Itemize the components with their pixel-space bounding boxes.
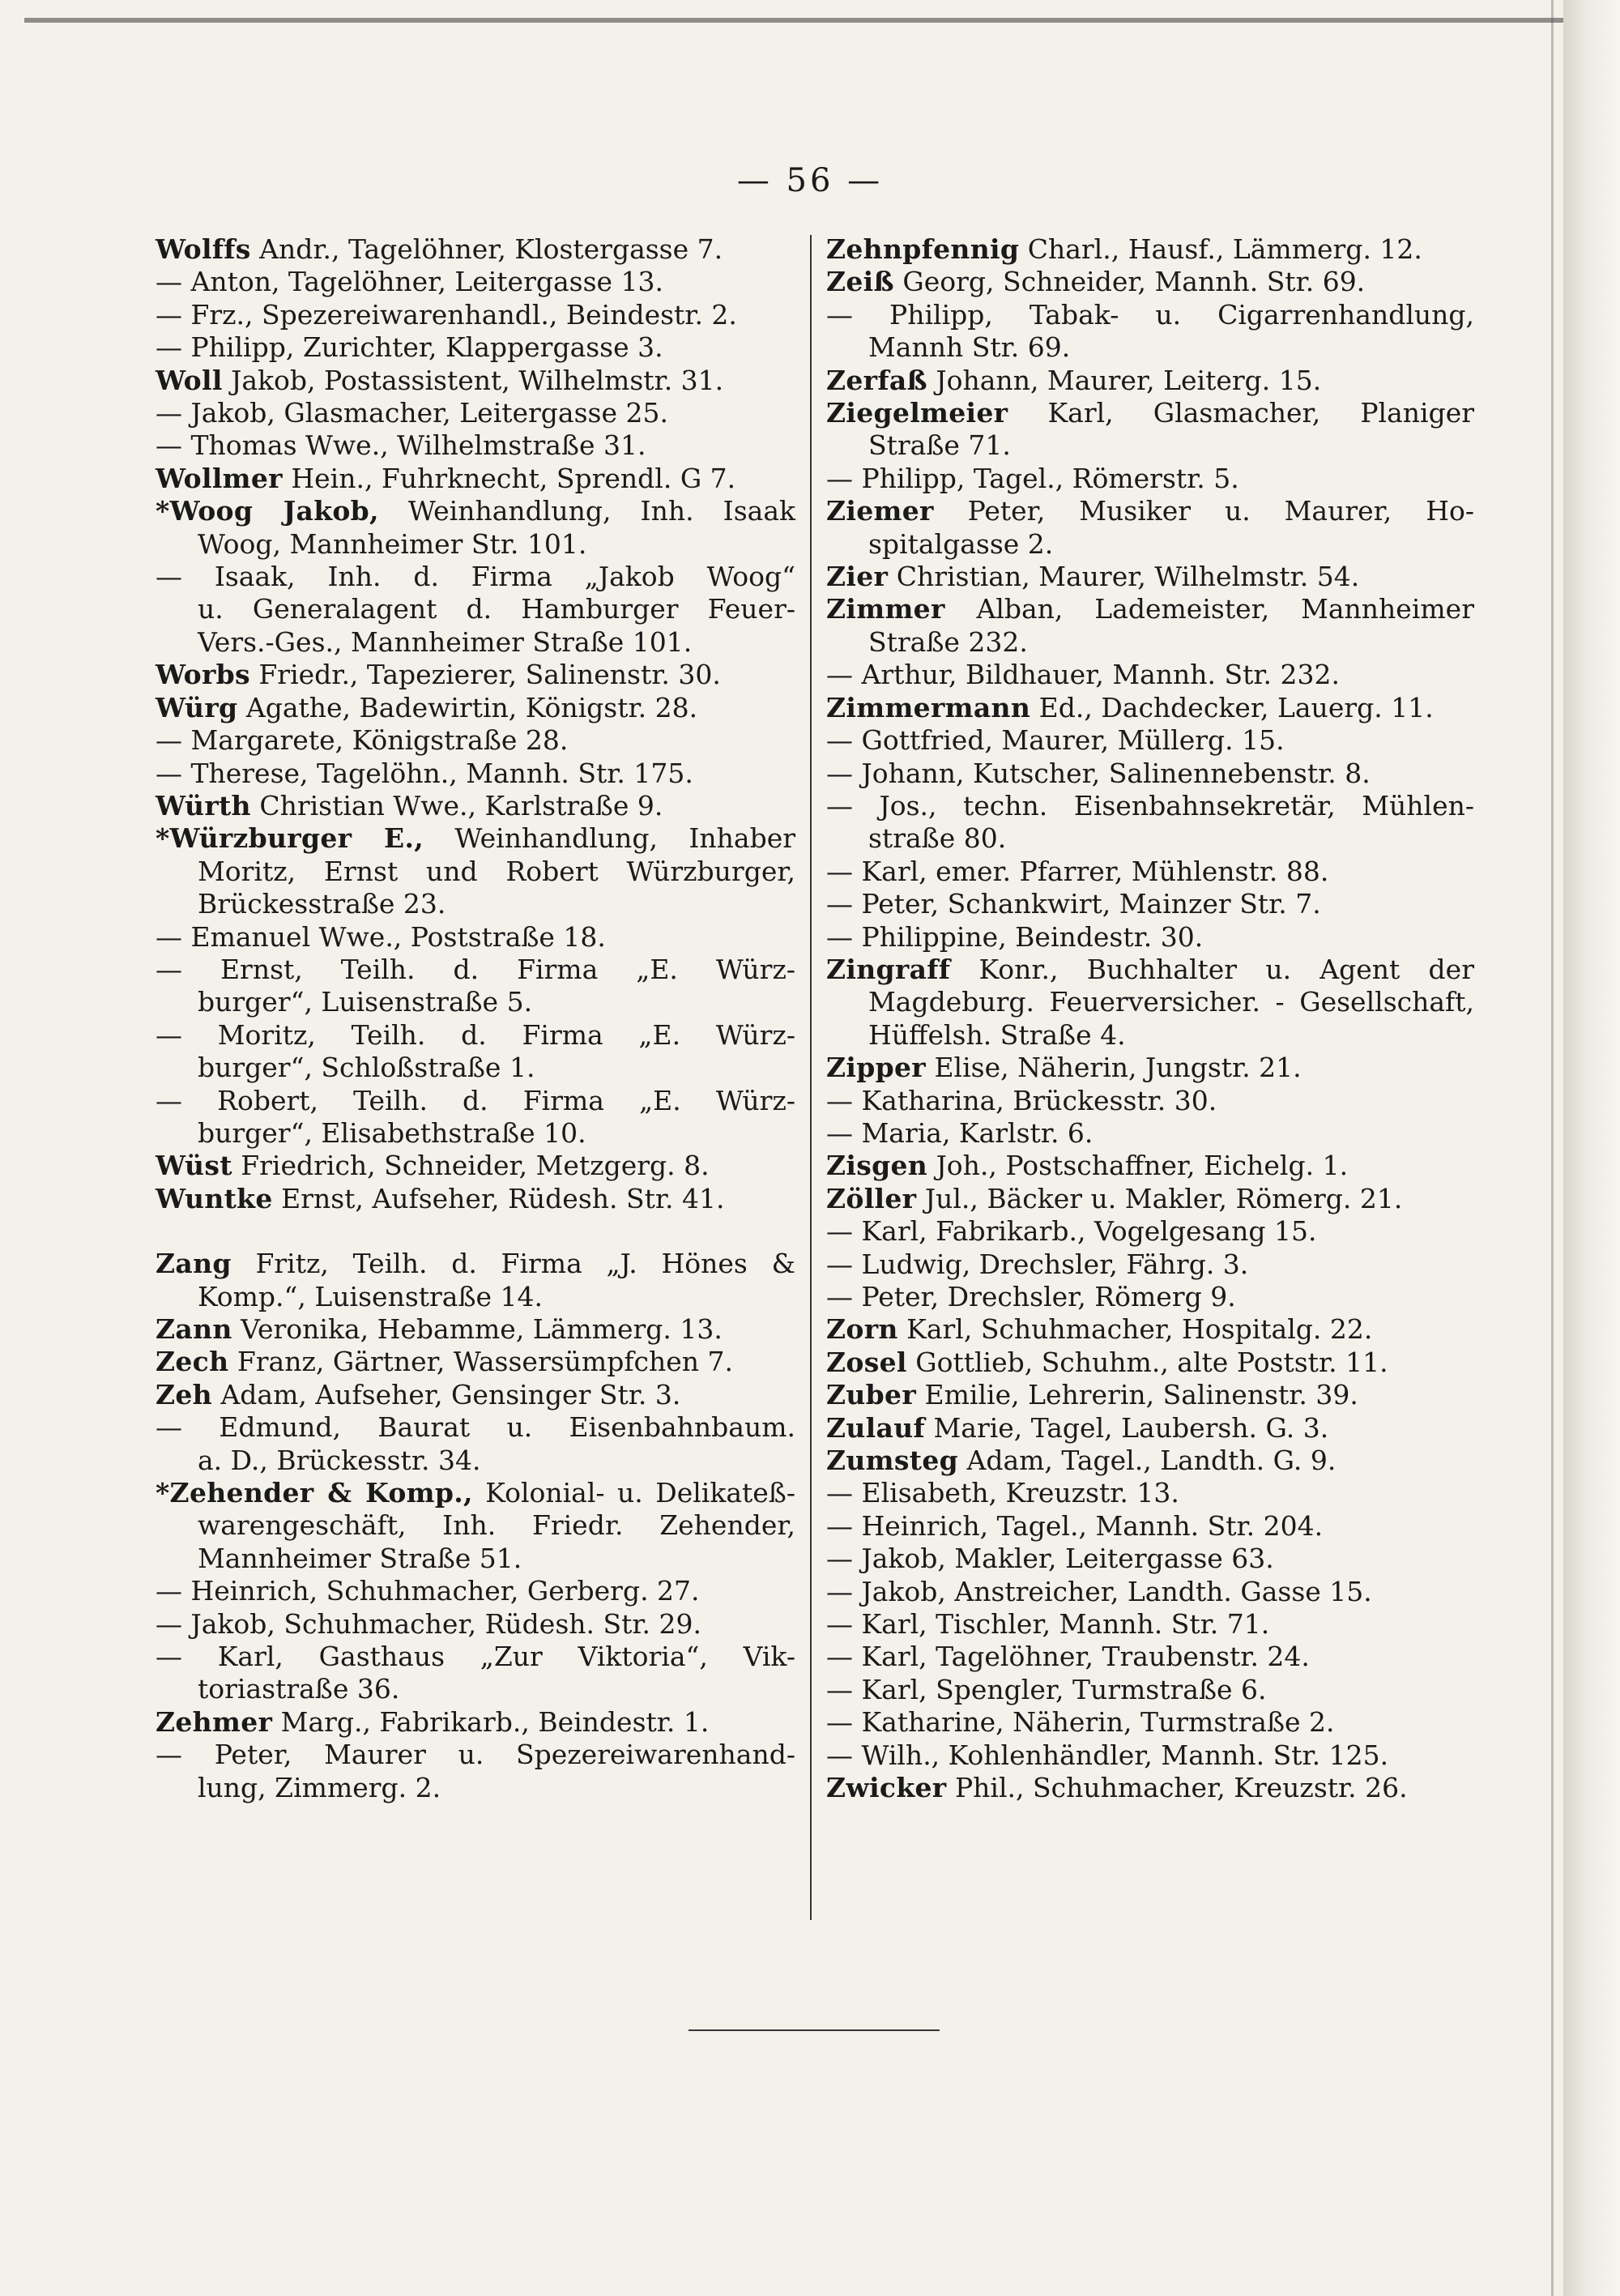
entry-details: Komp.“, Luisenstraße 14. xyxy=(198,1280,544,1312)
directory-entry-line xyxy=(826,1445,1474,1477)
directory-entry-line xyxy=(156,1575,795,1607)
entry-details: Hein., Fuhrknecht, Sprendl. G 7. xyxy=(282,462,736,494)
entry-details: Andr., Tagelöhner, Klostergasse 7. xyxy=(250,233,723,265)
directory-entry-line xyxy=(826,561,1474,593)
directory-entry-line xyxy=(156,790,795,822)
entry-details: — Moritz, Teilh. d. Firma „E. Würz- xyxy=(156,1018,795,1051)
entry-details: Ed., Dachdecker, Lauerg. 11. xyxy=(1030,691,1434,723)
directory-entry-line xyxy=(156,593,795,625)
directory-entry-line xyxy=(826,1019,1474,1052)
entry-details: Fritz, Teilh. d. Firma „J. Hönes & xyxy=(231,1248,795,1280)
entry-details: Straße 71. xyxy=(868,429,1011,462)
entry-details: — Robert, Teilh. d. Firma „E. Würz- xyxy=(156,1084,795,1116)
entry-details: — Gottfried, Maurer, Müllerg. 15. xyxy=(826,724,1285,757)
entry-details: — Katharine, Näherin, Turmstraße 2. xyxy=(826,1706,1335,1739)
entry-details: — Arthur, Bildhauer, Mannh. Str. 232. xyxy=(826,659,1340,691)
directory-entry-line xyxy=(826,659,1474,691)
directory-entry-line xyxy=(826,1412,1474,1445)
directory-entry-line xyxy=(826,1510,1474,1543)
directory-entry-line xyxy=(156,1117,795,1150)
entry-surname: Zimmer xyxy=(826,593,945,625)
entry-details: — Karl, Spengler, Turmstraße 6. xyxy=(826,1673,1267,1705)
entry-details: u. Generalagent d. Hamburger Feuer- xyxy=(198,593,795,625)
directory-entry-line xyxy=(826,1052,1474,1084)
directory-entry-line xyxy=(826,758,1474,790)
directory-entry-line xyxy=(826,266,1474,298)
entry-surname: Würg xyxy=(156,691,238,723)
directory-entry-line xyxy=(156,463,795,495)
column-divider xyxy=(810,235,812,1920)
directory-entry-line xyxy=(156,724,795,757)
entry-details: Woog, Mannheimer Str. 101. xyxy=(198,527,587,560)
entry-details: Veronika, Hebamme, Lämmerg. 13. xyxy=(232,1313,723,1345)
directory-entry-line xyxy=(156,1052,795,1084)
directory-entry-line xyxy=(156,888,795,920)
directory-entry-line xyxy=(156,1477,795,1509)
directory-entry-line xyxy=(826,1772,1474,1804)
entry-details: Mannheimer Straße 51. xyxy=(198,1542,522,1574)
directory-entry-line xyxy=(826,1117,1474,1150)
entry-surname: Ziegelmeier xyxy=(826,397,1008,429)
directory-entry-line xyxy=(156,1281,795,1313)
entry-details: — Therese, Tagelöhn., Mannh. Str. 175. xyxy=(156,757,693,789)
directory-entry-line xyxy=(826,1706,1474,1739)
entry-details: — Karl, Tagelöhner, Traubenstr. 24. xyxy=(826,1641,1310,1673)
entry-details: Gottlieb, Schuhm., alte Poststr. 11. xyxy=(906,1346,1388,1378)
directory-entry-line xyxy=(156,1543,795,1575)
entry-details: — Jos., techn. Eisenbahnsekretär, Mühlen- xyxy=(826,789,1474,822)
directory-entry-line xyxy=(826,331,1474,364)
directory-entry-line xyxy=(156,528,795,561)
directory-entry-line xyxy=(826,986,1474,1018)
entry-details: Agathe, Badewirtin, Königstr. 28. xyxy=(237,691,698,723)
section-gap xyxy=(156,1215,795,1248)
entry-details: straße 80. xyxy=(868,822,1007,855)
entry-details: burger“, Elisabethstraße 10. xyxy=(198,1116,586,1149)
entry-surname: Zang xyxy=(156,1248,232,1280)
entry-details: Jul., Bäcker u. Makler, Römerg. 21. xyxy=(916,1182,1403,1214)
entry-surname: Zwicker xyxy=(826,1772,947,1804)
directory-entry-line xyxy=(156,986,795,1018)
entry-details: Straße 232. xyxy=(868,625,1028,658)
right-column xyxy=(826,233,1474,1805)
entry-details: Karl, Glasmacher, Planiger xyxy=(1008,397,1474,429)
entry-details: — Heinrich, Tagel., Mannh. Str. 204. xyxy=(826,1509,1324,1542)
directory-entry-line xyxy=(156,266,795,298)
entry-surname: Zerfaß xyxy=(826,364,927,396)
directory-entry-line xyxy=(826,528,1474,561)
entry-surname: Worbs xyxy=(156,659,250,691)
entry-details: Elise, Näherin, Jungstr. 21. xyxy=(925,1052,1302,1084)
entry-details: — Jakob, Makler, Leitergasse 63. xyxy=(826,1543,1274,1575)
entry-details: warengeschäft, Inh. Friedr. Zehender, xyxy=(198,1509,795,1542)
entry-details: Christian, Maurer, Wilhelmstr. 54. xyxy=(888,561,1360,593)
entry-details: — Karl, Fabrikarb., Vogelgesang 15. xyxy=(826,1215,1317,1248)
directory-entry-line xyxy=(826,1674,1474,1706)
directory-entry-line xyxy=(156,856,795,888)
directory-entry-line xyxy=(156,692,795,724)
directory-entry-line xyxy=(156,1739,795,1771)
directory-entry-line xyxy=(156,1248,795,1280)
directory-entry-line xyxy=(156,1608,795,1641)
directory-entry-line xyxy=(826,1477,1474,1509)
directory-entry-line xyxy=(826,397,1474,429)
entry-details: — Elisabeth, Kreuzstr. 13. xyxy=(826,1477,1179,1509)
directory-entry-line xyxy=(156,299,795,331)
entry-details: Christian Wwe., Karlstraße 9. xyxy=(250,789,663,822)
directory-entry-line xyxy=(156,921,795,954)
entry-surname: Zann xyxy=(156,1313,232,1345)
directory-entry-line xyxy=(156,1019,795,1052)
entry-details: Weinhandlung, Inhaber xyxy=(424,822,795,855)
entry-surname: Zulauf xyxy=(826,1411,925,1444)
directory-entry-line xyxy=(156,397,795,429)
entry-details: — Karl, emer. Pfarrer, Mühlenstr. 88. xyxy=(826,855,1329,887)
entry-details: Brückesstraße 23. xyxy=(198,888,446,920)
entry-details: Ernst, Aufseher, Rüdesh. Str. 41. xyxy=(272,1182,725,1214)
entry-details: Vers.-Ges., Mannheimer Straße 101. xyxy=(198,625,693,658)
directory-entry-line xyxy=(826,724,1474,757)
entry-details: Charl., Hausf., Lämmerg. 12. xyxy=(1019,233,1422,265)
entry-surname: Woll xyxy=(156,364,223,396)
entry-details: spitalgasse 2. xyxy=(868,527,1054,560)
directory-entry-line xyxy=(156,1183,795,1215)
entry-details: Moritz, Ernst und Robert Würzburger, xyxy=(198,855,795,887)
directory-entry-line xyxy=(826,1183,1474,1215)
entry-surname: Zech xyxy=(156,1346,229,1378)
directory-entry-line xyxy=(156,1150,795,1182)
directory-entry-line xyxy=(826,1641,1474,1673)
entry-details: Weinhandlung, Inh. Isaak xyxy=(378,495,795,527)
directory-entry-line xyxy=(826,626,1474,659)
entry-details: Adam, Tagel., Landth. G. 9. xyxy=(958,1445,1336,1477)
entry-details: Phil., Schuhmacher, Kreuzstr. 26. xyxy=(946,1772,1408,1804)
entry-details: — Peter, Maurer u. Spezereiwarenhand- xyxy=(156,1739,795,1771)
entry-details: Franz, Gärtner, Wassersümpfchen 7. xyxy=(228,1346,734,1378)
directory-entry-line xyxy=(826,1576,1474,1608)
directory-entry-line xyxy=(826,790,1474,822)
entry-details: — Thomas Wwe., Wilhelmstraße 31. xyxy=(156,429,646,462)
entry-details: — Johann, Kutscher, Salinennebenstr. 8. xyxy=(826,757,1371,789)
entry-details: — Peter, Drechsler, Römerg 9. xyxy=(826,1281,1236,1312)
entry-surname: Zehnpfennig xyxy=(826,233,1020,265)
directory-entry-line xyxy=(826,463,1474,495)
directory-entry-line xyxy=(826,1379,1474,1411)
entry-details: Marie, Tagel, Laubersh. G. 3. xyxy=(925,1411,1329,1444)
entry-details: lung, Zimmerg. 2. xyxy=(198,1771,441,1803)
entry-surname: Zisgen xyxy=(826,1150,928,1182)
entry-surname: Zumsteg xyxy=(826,1445,958,1477)
entry-surname: Zimmermann xyxy=(826,691,1031,723)
entry-details: — Jakob, Glasmacher, Leitergasse 25. xyxy=(156,397,668,429)
directory-entry-line xyxy=(826,1281,1474,1313)
directory-entry-line xyxy=(826,1543,1474,1575)
entry-details: Karl, Schuhmacher, Hospitalg. 22. xyxy=(897,1313,1373,1346)
directory-entry-line xyxy=(826,888,1474,920)
directory-entry-line xyxy=(826,1608,1474,1641)
entry-details: — Emanuel Wwe., Poststraße 18. xyxy=(156,920,606,953)
directory-entry-line xyxy=(156,1411,795,1444)
entry-details: — Peter, Schankwirt, Mainzer Str. 7. xyxy=(826,888,1321,920)
directory-entry-line xyxy=(156,954,795,986)
entry-details: — Edmund, Baurat u. Eisenbahnbaum. xyxy=(156,1411,795,1444)
left-column xyxy=(156,233,795,1804)
page-spine xyxy=(1563,0,1620,2296)
directory-entry-line xyxy=(826,856,1474,888)
entry-surname: Zingraff xyxy=(826,953,951,985)
entry-details: — Frz., Spezereiwarenhandl., Beindestr. 2. xyxy=(156,298,737,331)
directory-entry-line xyxy=(826,299,1474,331)
directory-entry-line xyxy=(826,692,1474,724)
directory-entry-line xyxy=(156,365,795,397)
end-rule xyxy=(688,2029,940,2031)
directory-entry-line xyxy=(156,1673,795,1705)
entry-details: Konr., Buchhalter u. Agent der xyxy=(950,953,1474,985)
directory-entry-line xyxy=(826,822,1474,855)
entry-surname: Würth xyxy=(156,789,251,822)
directory-entry-line xyxy=(826,365,1474,397)
entry-details: Friedrich, Schneider, Metzgerg. 8. xyxy=(232,1150,710,1182)
directory-entry-line xyxy=(826,1313,1474,1346)
directory-entry-line xyxy=(156,758,795,790)
directory-entry-line xyxy=(826,233,1474,266)
entry-details: — Philipp, Tagel., Römerstr. 5. xyxy=(826,462,1239,494)
directory-entry-line xyxy=(156,233,795,266)
directory-entry-line xyxy=(826,954,1474,986)
directory-entry-line xyxy=(156,1641,795,1673)
entry-surname: Zehmer xyxy=(156,1705,273,1738)
directory-entry-line xyxy=(826,1215,1474,1248)
directory-entry-line xyxy=(826,1739,1474,1772)
directory-entry-line xyxy=(156,1085,795,1117)
entry-surname: Wolffs xyxy=(156,233,251,265)
directory-entry-line xyxy=(156,1346,795,1378)
entry-surname: Ziemer xyxy=(826,495,934,527)
directory-entry-line xyxy=(156,1509,795,1542)
binding-line xyxy=(1551,0,1554,2296)
entry-details: — Isaak, Inh. d. Firma „Jakob Woog“ xyxy=(156,561,795,593)
entry-details: a. D., Brückesstr. 34. xyxy=(198,1444,481,1476)
directory-entry-line xyxy=(826,495,1474,527)
entry-details: Johann, Maurer, Leiterg. 15. xyxy=(927,364,1322,396)
entry-details: — Wilh., Kohlenhändler, Mannh. Str. 125. xyxy=(826,1739,1389,1771)
entry-details: Georg, Schneider, Mannh. Str. 69. xyxy=(893,266,1366,298)
entry-details: Jakob, Postassistent, Wilhelmstr. 31. xyxy=(222,364,724,396)
entry-surname: Zuber xyxy=(826,1379,917,1411)
entry-details: Alban, Lademeister, Mannheimer xyxy=(944,593,1474,625)
entry-surname: Wuntke xyxy=(156,1182,273,1214)
directory-entry-line xyxy=(826,1150,1474,1182)
entry-details: — Ernst, Teilh. d. Firma „E. Würz- xyxy=(156,953,795,985)
entry-details: — Margarete, Königstraße 28. xyxy=(156,724,569,757)
entry-details: Magdeburg. Feuerversicher. - Gesellschaft, xyxy=(868,986,1474,1018)
directory-entry-line xyxy=(156,626,795,659)
entry-details: — Heinrich, Schuhmacher, Gerberg. 27. xyxy=(156,1575,700,1607)
entry-details: burger“, Schloßstraße 1. xyxy=(198,1052,535,1084)
entry-details: — Maria, Karlstr. 6. xyxy=(826,1116,1094,1149)
directory-entry-line xyxy=(156,659,795,691)
directory-entry-line xyxy=(826,1085,1474,1117)
entry-surname: Zipper xyxy=(826,1052,926,1084)
entry-surname: *Zehender & Komp., xyxy=(156,1477,473,1509)
directory-entry-line xyxy=(826,593,1474,625)
entry-details: — Philippine, Beindestr. 30. xyxy=(826,920,1204,953)
entry-details: — Anton, Tagelöhner, Leitergasse 13. xyxy=(156,266,664,298)
directory-entry-line xyxy=(156,822,795,855)
entry-surname: Zöller xyxy=(826,1182,917,1214)
directory-entry-line xyxy=(156,331,795,364)
directory-entry-line xyxy=(826,921,1474,954)
entry-surname: *Woog Jakob, xyxy=(156,495,379,527)
directory-entry-line xyxy=(156,495,795,527)
entry-details: — Ludwig, Drechsler, Fährg. 3. xyxy=(826,1248,1249,1280)
entry-details: Emilie, Lehrerin, Salinenstr. 39. xyxy=(916,1379,1358,1411)
entry-details: Friedr., Tapezierer, Salinenstr. 30. xyxy=(249,659,721,691)
entry-details: — Jakob, Schuhmacher, Rüdesh. Str. 29. xyxy=(156,1607,701,1640)
entry-surname: Wollmer xyxy=(156,462,283,494)
entry-surname: Zosel xyxy=(826,1346,907,1378)
directory-entry-line xyxy=(156,1313,795,1346)
directory-entry-line xyxy=(156,561,795,593)
entry-details: Peter, Musiker u. Maurer, Ho- xyxy=(933,495,1474,527)
directory-entry-line xyxy=(156,1706,795,1739)
page-number: — 56 — xyxy=(736,162,884,199)
directory-entry-line xyxy=(156,429,795,462)
directory-entry-line xyxy=(826,429,1474,462)
directory-entry-line xyxy=(156,1772,795,1804)
entry-details: burger“, Luisenstraße 5. xyxy=(198,986,533,1018)
entry-details: — Jakob, Anstreicher, Landth. Gasse 15. xyxy=(826,1575,1372,1607)
entry-details: — Philipp, Zurichter, Klappergasse 3. xyxy=(156,331,663,364)
entry-surname: *Würzburger E., xyxy=(156,822,424,855)
entry-details: — Karl, Gasthaus „Zur Viktoria“, Vik- xyxy=(156,1641,795,1673)
entry-surname: Zier xyxy=(826,561,889,593)
entry-details: toriastraße 36. xyxy=(198,1673,400,1705)
entry-surname: Zorn xyxy=(826,1313,898,1346)
entry-surname: Zeh xyxy=(156,1378,212,1410)
entry-details: Marg., Fabrikarb., Beindestr. 1. xyxy=(272,1705,710,1738)
entry-details: Mannh Str. 69. xyxy=(868,331,1071,364)
entry-details: — Karl, Tischler, Mannh. Str. 71. xyxy=(826,1608,1270,1641)
entry-surname: Zeiß xyxy=(826,266,894,298)
entry-details: Hüffelsh. Straße 4. xyxy=(868,1018,1126,1051)
top-edge-rule xyxy=(24,18,1563,23)
entry-surname: Wüst xyxy=(156,1150,232,1182)
entry-details: Adam, Aufseher, Gensinger Str. 3. xyxy=(211,1378,681,1410)
directory-entry-line xyxy=(826,1248,1474,1281)
directory-entry-line xyxy=(826,1346,1474,1379)
directory-entry-line xyxy=(156,1445,795,1477)
entry-details: — Philipp, Tabak- u. Cigarrenhandlung, xyxy=(826,298,1474,331)
directory-entry-line xyxy=(156,1379,795,1411)
entry-details: Joh., Postschaffner, Eichelg. 1. xyxy=(927,1150,1349,1182)
entry-details: — Katharina, Brückesstr. 30. xyxy=(826,1084,1217,1116)
entry-details: Kolonial- u. Delikateß- xyxy=(472,1477,795,1509)
